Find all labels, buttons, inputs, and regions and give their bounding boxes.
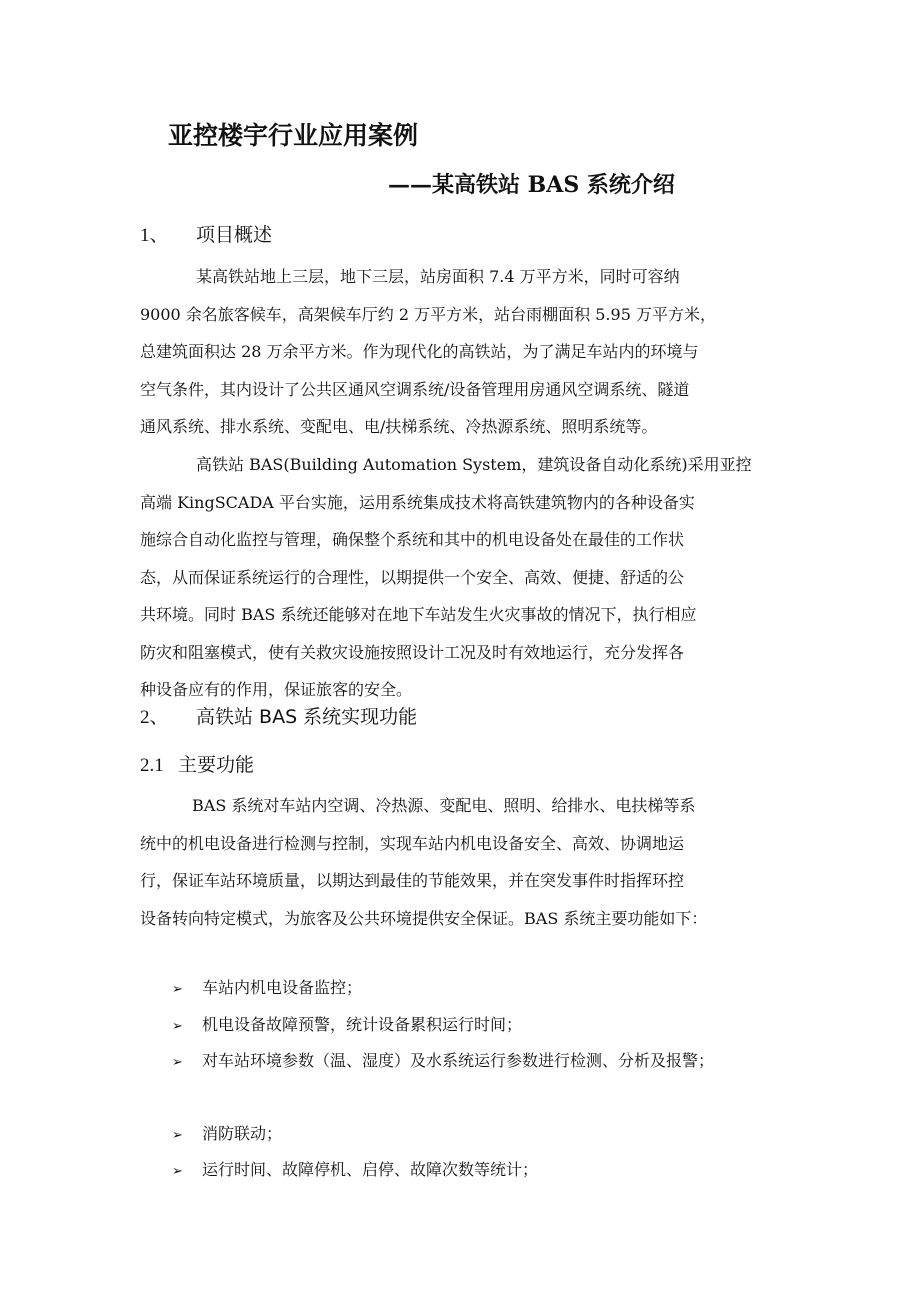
- section-1-paragraph-2: [140, 446, 800, 709]
- section-1-paragraph-1: [140, 258, 800, 446]
- list-item-text: 机电设备故障预警，统计设备累积运行时间；: [202, 1015, 523, 1034]
- list-item: [172, 1157, 538, 1180]
- section-1-heading: [140, 220, 272, 247]
- paragraph-line: BAS 系统对车站内空调、冷热源、变配电、照明、给排水、电扶梯等系: [192, 796, 696, 815]
- document-subtitle: ——某高铁站 BAS 系统介绍: [388, 172, 675, 198]
- section-2-1-title: 主要功能: [178, 754, 255, 776]
- section-2-1-heading: [140, 750, 254, 777]
- section-1-number: 1、: [140, 225, 169, 246]
- section-2-1-number: 2.1: [140, 755, 164, 776]
- section-2-title: 高铁站 BAS 系统实现功能: [196, 706, 418, 728]
- paragraph-line: 高端 KingSCADA 平台实施，运用系统集成技术将高铁建筑物内的各种设备实: [140, 492, 695, 512]
- list-item-text: 运行时间、故障停机、启停、故障次数等统计；: [202, 1160, 539, 1179]
- section-2-heading: [140, 702, 417, 729]
- list-item-text: 消防联动；: [202, 1124, 283, 1143]
- section-2-number: 2、: [140, 707, 169, 728]
- paragraph-line: 行，保证车站环境质量，以期达到最佳的节能效果，并在突发事件时指挥环控: [140, 871, 685, 890]
- paragraph-line: 设备转向特定模式，为旅客及公共环境提供安全保证。BAS 系统主要功能如下：: [140, 908, 708, 928]
- section-1-title: 项目概述: [196, 224, 273, 246]
- list-item-text: 对车站环境参数（温、湿度）及水系统运行参数进行检测、分析及报警；: [202, 1051, 715, 1070]
- paragraph-line: 统中的机电设备进行检测与控制，实现车站内机电设备安全、高效、协调地运: [140, 833, 685, 853]
- paragraph-line: 9000 余名旅客候车，高架候车厅约 2 万平方米，站台雨棚面积 5.95 万平方米，: [140, 304, 716, 324]
- list-item: [172, 1121, 282, 1144]
- list-item-text: 车站内机电设备监控；: [202, 978, 363, 997]
- paragraph-line: 某高铁站地上三层，地下三层，站房面积 7.4 万平方米，同时可容纳: [196, 267, 680, 286]
- arrow-bullet-icon: ➢: [172, 1164, 183, 1179]
- arrow-bullet-icon: ➢: [172, 982, 183, 997]
- paragraph-line: 高铁站 BAS(Building Automation System，建筑设备自动化系统)采用亚控: [196, 455, 752, 474]
- paragraph-line: 种设备应有的作用，保证旅客的安全。: [140, 680, 413, 699]
- paragraph-line: 总建筑面积达 28 万余平方米。作为现代化的高铁站，为了满足车站内的环境与: [140, 342, 699, 361]
- document-title: 亚控楼宇行业应用案例: [168, 121, 419, 150]
- paragraph-line: 空气条件，其内设计了公共区通风空调系统/设备管理用房通风空调系统、隧道: [140, 379, 690, 399]
- arrow-bullet-icon: ➢: [172, 1019, 183, 1034]
- arrow-bullet-icon: ➢: [172, 1055, 183, 1070]
- paragraph-line: 防灾和阻塞模式，使有关救灾设施按照设计工况及时有效地运行，充分发挥各: [140, 642, 685, 662]
- paragraph-line: 态，从而保证系统运行的合理性，以期提供一个安全、高效、便捷、舒适的公: [140, 567, 685, 587]
- arrow-bullet-icon: ➢: [172, 1128, 183, 1143]
- paragraph-line: 施综合自动化监控与管理，确保整个系统和其中的机电设备处在最佳的工作状: [140, 530, 685, 549]
- list-item: [172, 1048, 714, 1071]
- paragraph-line: 共环境。同时 BAS 系统还能够对在地下车站发生火灾事故的情况下，执行相应: [140, 605, 697, 624]
- list-item: [172, 975, 362, 998]
- section-2-1-paragraph: [140, 787, 800, 937]
- paragraph-line: 通风系统、排水系统、变配电、电/扶梯系统、冷热源系统、照明系统等。: [140, 417, 658, 436]
- list-item: [172, 1012, 522, 1035]
